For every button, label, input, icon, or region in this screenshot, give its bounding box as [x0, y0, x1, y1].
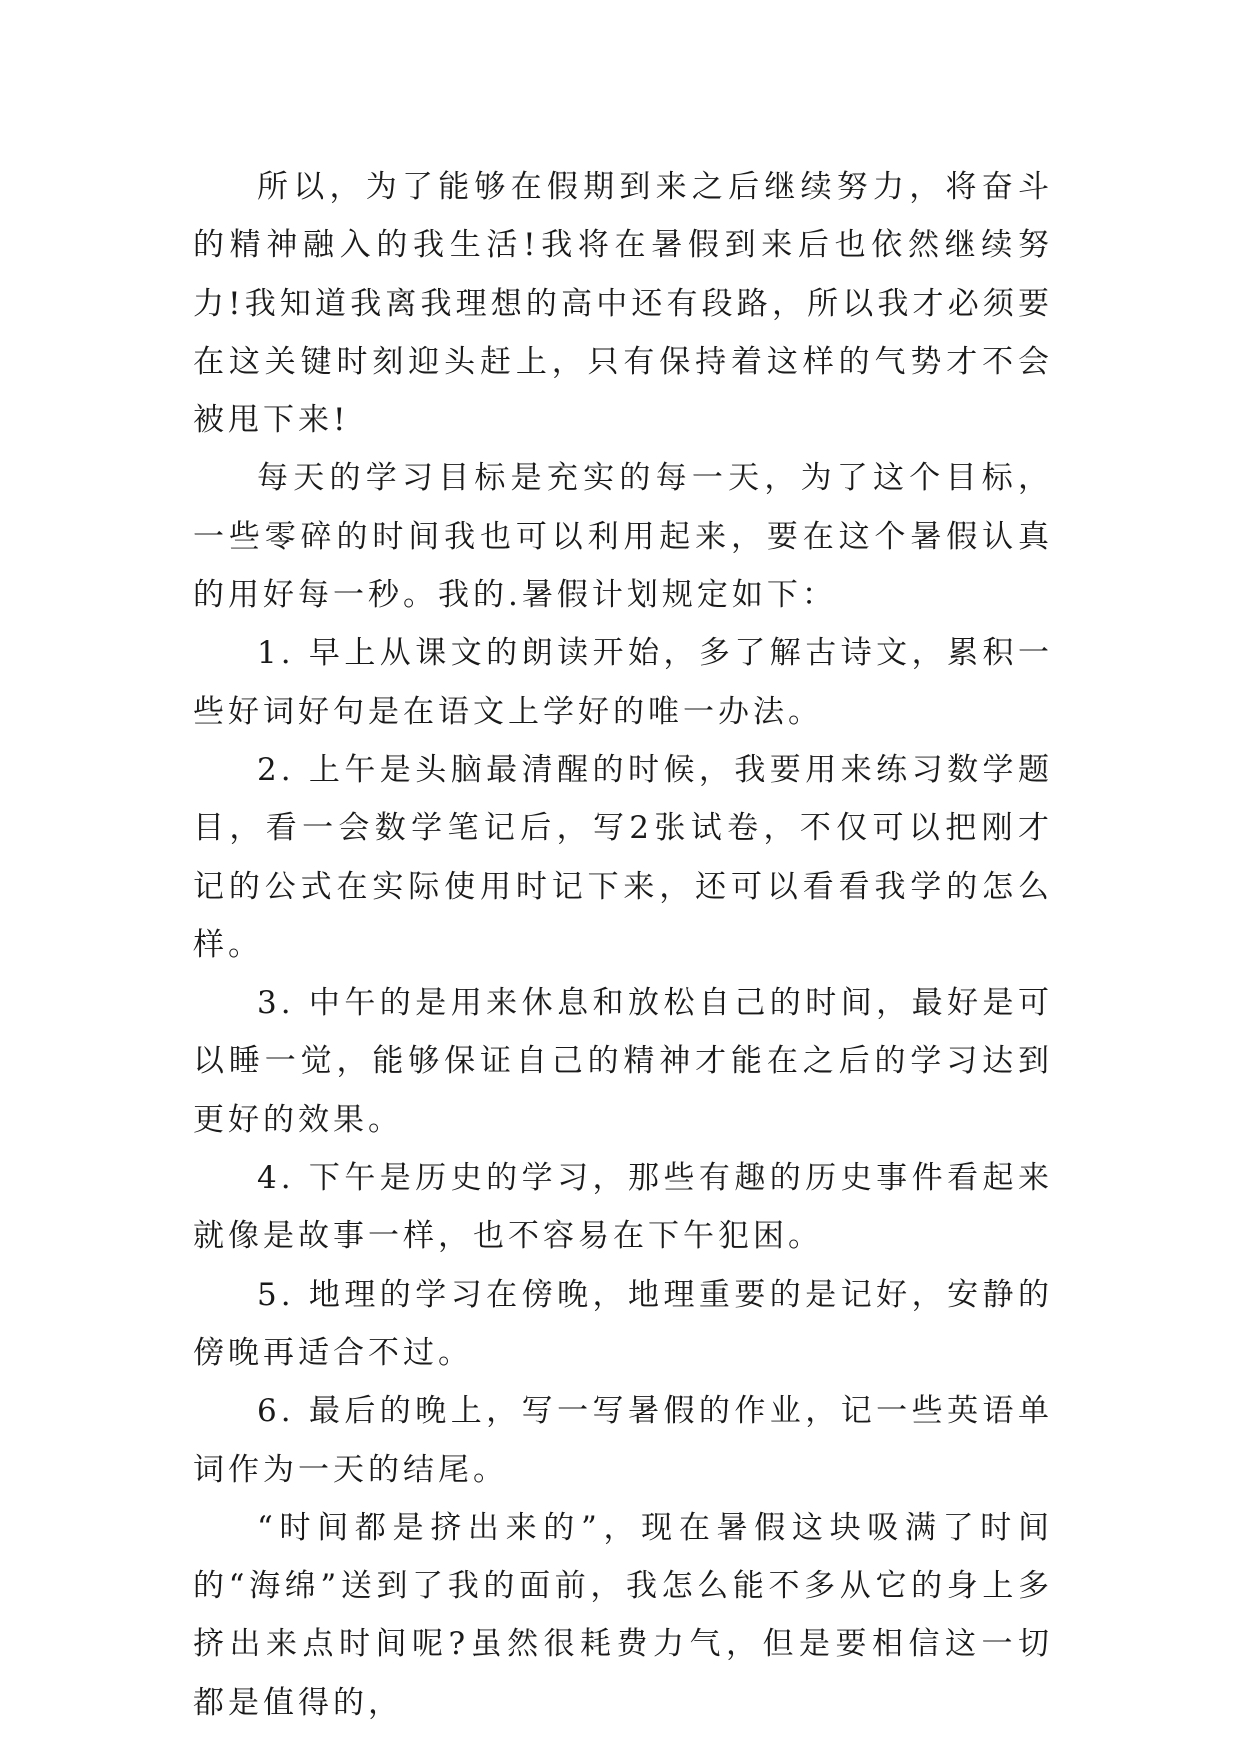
plan-item-5: 5. 地理的学习在傍晚，地理重要的是记好，安静的傍晚再适合不过。 [193, 1276, 1053, 1371]
plan-item-1: 1. 早上从课文的朗读开始，多了解古诗文，累积一些好词好句是在语文上学好的唯一办法。 [193, 635, 1053, 730]
document-body [193, 158, 1053, 1732]
paragraph-resolve: 所以，为了能够在假期到来之后继续努力，将奋斗的精神融入的我生活!我将在暑假到来后也依然继续努力!我知道我离我理想的高中还有段路，所以我才必须要在这关键时刻迎头赶上，只有保持着这样的气势才不会被甩下来! [193, 169, 1053, 439]
paragraph-daily-goal: 每天的学习目标是充实的每一天，为了这个目标，一些零碎的时间我也可以利用起来，要在这个暑假认真的用好每一秒。我的.暑假计划规定如下： [193, 460, 1053, 614]
plan-item-2: 2. 上午是头脑最清醒的时候，我要用来练习数学题目，看一会数学笔记后，写2张试卷，不仅可以把刚才记的公式在实际使用时记下来，还可以看看我学的怎么样。 [193, 751, 1053, 963]
plan-item-4: 4. 下午是历史的学习，那些有趣的历史事件看起来就像是故事一样，也不容易在下午犯困。 [193, 1160, 1053, 1255]
plan-item-6: 6. 最后的晚上，写一写暑假的作业，记一些英语单词作为一天的结尾。 [193, 1393, 1053, 1488]
plan-item-3: 3. 中午的是用来休息和放松自己的时间，最好是可以睡一觉，能够保证自己的精神才能在之后的学习达到更好的效果。 [193, 985, 1053, 1138]
paragraph-sponge: “时间都是挤出来的”，现在暑假这块吸满了时间的“海绵”送到了我的面前，我怎么能不多从它的身上多挤出来点时间呢?虽然很耗费力气，但是要相信这一切都是值得的， [193, 1509, 1053, 1721]
